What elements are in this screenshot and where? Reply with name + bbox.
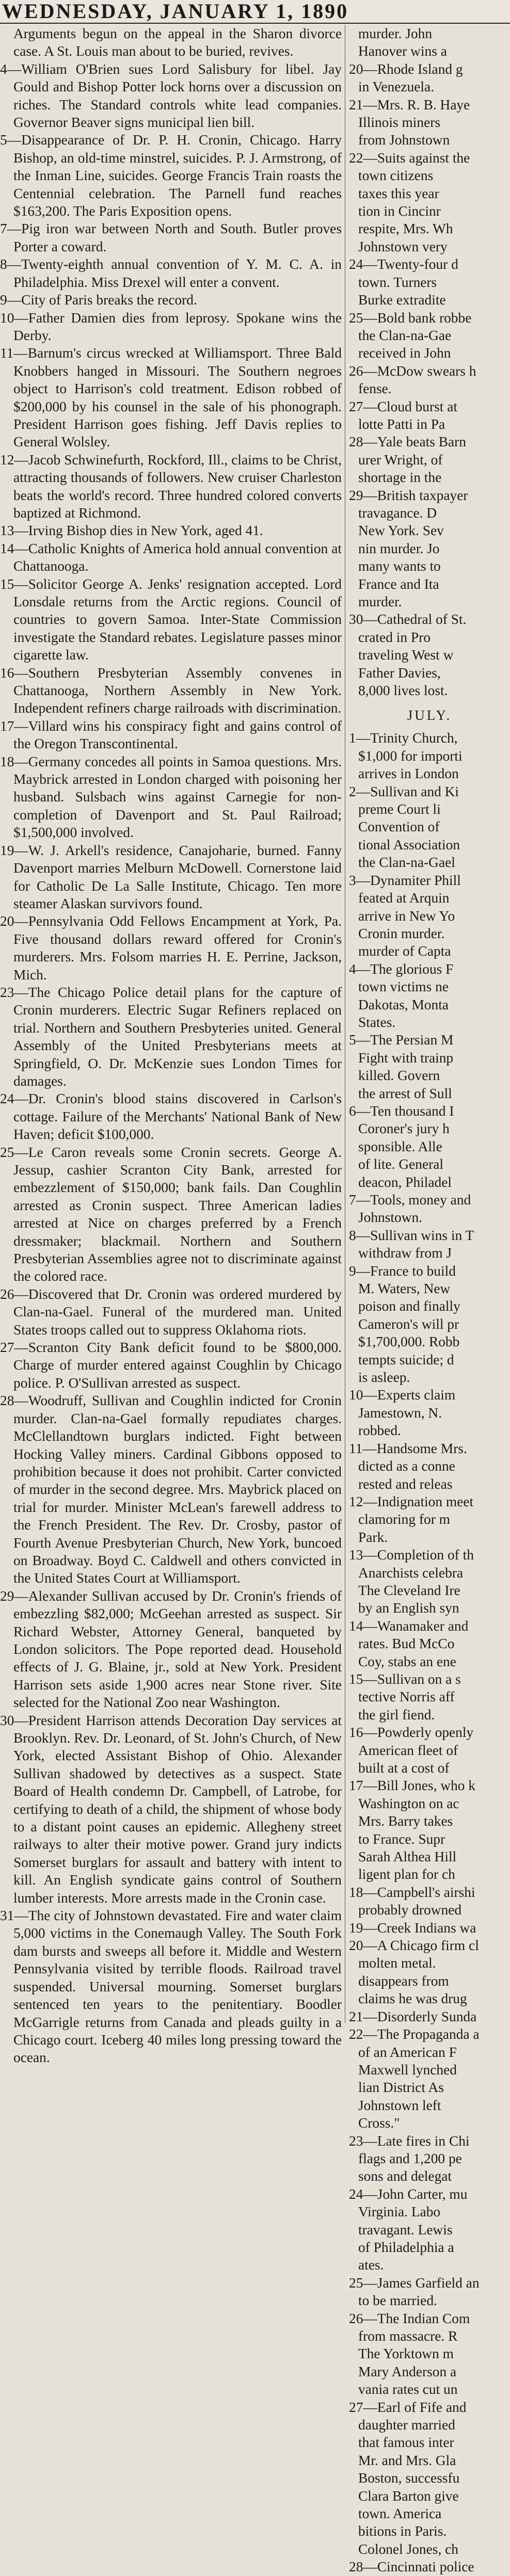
chronology-entry: 10—Experts claim bbox=[349, 1387, 456, 1403]
chronology-entry: Sarah Althea Hill bbox=[358, 1849, 457, 1865]
chronology-entry: Mr. and Mrs. Gla bbox=[358, 2452, 456, 2468]
chronology-entry: 14—Catholic Knights of America hold annual convention at Chattanooga. bbox=[0, 540, 342, 574]
chronology-entry: 9—France to build bbox=[349, 1263, 456, 1279]
chronology-entry: States. bbox=[358, 1014, 396, 1030]
chronology-entry: The Cleveland Ire bbox=[358, 1582, 460, 1598]
chronology-entry: Mrs. Barry takes bbox=[358, 1813, 453, 1829]
chronology-entry: 23—Late fires in Chi bbox=[349, 2133, 470, 2149]
chronology-entry: Johnstown very bbox=[358, 238, 448, 254]
chronology-entry: urer Wright, of bbox=[358, 452, 443, 468]
right-column-june-entries bbox=[349, 25, 510, 699]
chronology-entry: 20—Rhode Island g bbox=[349, 61, 463, 77]
chronology-entry: that famous inter bbox=[358, 2435, 454, 2451]
chronology-entry: dicted as a conne bbox=[358, 1458, 455, 1474]
chronology-entry: 1—Trinity Church, bbox=[349, 730, 458, 746]
chronology-entry: Cross." bbox=[358, 2115, 400, 2131]
chronology-entry: Fight with trainp bbox=[358, 1050, 454, 1066]
chronology-entry: 28—Cincinnati police bbox=[349, 2559, 474, 2575]
chronology-entry: Clara Barton give bbox=[358, 2488, 459, 2504]
chronology-entry: the Clan-na-Gae bbox=[358, 327, 452, 343]
chronology-entry: nin murder. Jo bbox=[358, 540, 440, 556]
chronology-entry: many wants to bbox=[358, 558, 441, 574]
chronology-entry: shortage in the bbox=[358, 470, 442, 486]
chronology-entry: town citizens bbox=[358, 168, 434, 184]
chronology-entry: 24—John Carter, mu bbox=[349, 2186, 468, 2202]
chronology-entry: of Philadelphia a bbox=[358, 2239, 454, 2255]
chronology-entry: Park. bbox=[358, 1529, 388, 1545]
chronology-entry: murder of Capta bbox=[358, 943, 451, 959]
chronology-entry: 20—Pennsylvania Odd Fellows Encampment at York, Pa. Five thousand dollars reward offered for Cronin's murderers. Mrs. Folsom marries H. E. Perrine, Jackson, Mich. bbox=[0, 913, 342, 983]
chronology-entry: Jamestown, N. bbox=[358, 1405, 442, 1421]
chronology-entry: 24—Twenty-four d bbox=[349, 256, 458, 272]
chronology-entry: tempts suicide; d bbox=[358, 1351, 454, 1367]
chronology-entry: travagant. Lewis bbox=[358, 2221, 453, 2237]
chronology-entry: 25—Le Caron reveals some Cronin secrets. George A. Jessup, cashier Scranton City Bank, arrested for embezzlement of $150,000; bank fails. Dan Coughlin arrested as Cronin suspect. Three American ladies arrested at Nice on charges preferred by a French dressmaker; blackmail. Northern and Southern Presbyterian Assemblies agree not to discriminate against the colored race. bbox=[0, 1144, 342, 1284]
chronology-entry: ligent plan for ch bbox=[358, 1866, 455, 1882]
chronology-entry: poison and finally bbox=[358, 1298, 460, 1314]
chronology-entry: clamoring for m bbox=[358, 1511, 450, 1527]
chronology-entry: ates. bbox=[358, 2257, 384, 2273]
chronology-entry: Cameron's will pr bbox=[358, 1316, 459, 1332]
chronology-entry: 13—Irving Bishop dies in New York, aged 41. bbox=[0, 523, 263, 539]
chronology-entry: Father Davies, bbox=[358, 665, 441, 681]
chronology-entry: M. Waters, New bbox=[358, 1281, 451, 1297]
chronology-entry: 7—Tools, money and bbox=[349, 1192, 471, 1208]
chronology-entry: 28—Woodruff, Sullivan and Coughlin indicted for Cronin murder. Clan-na-Gael formally repudiates charges. McClellandtown burglars indicted. Fight between Hocking Valley miners. Cardinal Gibbons opposed to prohibition because it does not prohibit. Carter convicted of murder in the second degree. Mrs. Maybrick placed on trial for murder. Minister McLean's farewell address to the French President. The Rev. Dr. Crosby, pastor of Fourth Avenue Presbyterian Church, New York, buncoed on Broadway. Boyd C. Caldwell and others convicted in the United States Court at Williamsport. bbox=[0, 1393, 342, 1586]
chronology-entry: tective Norris aff bbox=[358, 1689, 455, 1705]
chronology-entry: 12—Indignation meet bbox=[349, 1493, 474, 1509]
chronology-entry: 15—Sullivan on a s bbox=[349, 1671, 461, 1687]
chronology-entry: 7—Pig iron war between North and South. Butler proves Porter a coward. bbox=[0, 221, 342, 254]
chronology-entry: travagance. D bbox=[358, 505, 437, 521]
chronology-entry: by an English syn bbox=[358, 1600, 459, 1616]
chronology-entry: 6—Ten thousand I bbox=[349, 1103, 454, 1119]
chronology-entry: 4—William O'Brien sues Lord Salisbury for libel. Jay Gould and Bishop Potter lock horns over a discussion on riches. The Standard controls white lead companies. Governor Beaver signs municipal lien bill. bbox=[0, 61, 342, 131]
chronology-entry: 17—Villard wins his conspiracy fight and gains control of the Oregon Transcontinental. bbox=[0, 718, 342, 752]
chronology-entry: murder. bbox=[358, 594, 402, 609]
chronology-entry: preme Court li bbox=[358, 801, 441, 817]
chronology-entry: rested and releas bbox=[358, 1476, 453, 1492]
chronology-entry: from Johnstown bbox=[358, 132, 450, 148]
chronology-entry: 29—Alexander Sullivan accused by Dr. Cronin's friends of embezzling $82,000; McGeehan arrested as suspect. Sir Richard Webster, Attorney General, banqueted by London solicitors. The Pope reported dead. Household effects of J. G. Blaine, jr., sold at New York. President Harrison sets aside 1,900 acres near Stone river. Site selected for the National Zoo near Washington. bbox=[0, 1588, 342, 1711]
masthead-title: WEDNESDAY, JANUARY 1, 1890 bbox=[2, 0, 349, 23]
chronology-entry: of an American F bbox=[358, 2044, 457, 2060]
chronology-entry: 24—Dr. Cronin's blood stains discovered in Carlson's cottage. Failure of the Merchants' National Bank of New Haven; deficit $100,000. bbox=[0, 1091, 342, 1142]
chronology-entry: 10—Father Damien dies from leprosy. Spokane wins the Derby. bbox=[0, 310, 342, 343]
chronology-entry: tional Association bbox=[358, 836, 460, 852]
chronology-entry: 25—Bold bank robbe bbox=[349, 310, 472, 326]
chronology-entry: arrive in New Yo bbox=[358, 908, 455, 924]
chronology-entry: 16—Southern Presbyterian Assembly convenes in Chattanooga, Northern Assembly in New York. Independent refiners charge railroads with discrimination. bbox=[0, 665, 342, 716]
chronology-entry: 18—Germany concedes all points in Samoa questions. Mrs. Maybrick arrested in London charged with poisoning her husband. Sulsbach wins against Carnegie for non-completion of Davenport and St. Paul Railroad; $1,500,000 involved. bbox=[0, 753, 342, 841]
left-column bbox=[0, 25, 345, 2066]
chronology-entry: vania rates cut un bbox=[358, 2381, 458, 2397]
chronology-entry: Johnstown. bbox=[358, 1210, 423, 1226]
chronology-entry: town victims ne bbox=[358, 979, 449, 995]
chronology-entry: 5—The Persian M bbox=[349, 1032, 454, 1048]
chronology-entry: Hanover wins a bbox=[358, 43, 447, 59]
chronology-entry: is asleep. bbox=[358, 1370, 410, 1386]
chronology-entry: 16—Powderly openly bbox=[349, 1725, 474, 1741]
chronology-entry: 12—Jacob Schwinefurth, Rockford, Ill., claims to be Christ, attracting thousands of followers. New cruiser Charleston beats the world's record. Three hundred colored converts baptized at Richmond. bbox=[0, 452, 342, 521]
chronology-entry: 25—James Garfield an bbox=[349, 2275, 480, 2291]
chronology-entry: the arrest of Sull bbox=[358, 1085, 452, 1101]
right-column-july-entries bbox=[349, 729, 510, 2575]
chronology-entry: Cronin murder. bbox=[358, 925, 445, 941]
chronology-entry: 9—City of Paris breaks the record. bbox=[0, 292, 197, 308]
chronology-entry: 5—Disappearance of Dr. P. H. Cronin, Chicago. Harry Bishop, an old-time minstrel, suicides. P. J. Armstrong, of the Inman Line, suicides. George Francis Train roasts the Centennial celebration. The Parnell fund reaches $163,200. The Paris Exposition opens. bbox=[0, 132, 342, 219]
chronology-entry: 4—The glorious F bbox=[349, 961, 454, 977]
chronology-entry: 14—Wanamaker and bbox=[349, 1618, 469, 1634]
chronology-entry: in Venezuela. bbox=[358, 79, 435, 95]
chronology-entry: 27—Cloud burst at bbox=[349, 398, 457, 414]
chronology-entry: murder. John bbox=[358, 26, 433, 41]
chronology-entry: Johnstown left bbox=[358, 2097, 441, 2113]
chronology-entry: 19—W. J. Arkell's residence, Canajoharie, burned. Fanny Davenport marries Melburn McDowell. Cornerstone laid for Catholic De La Salle Institute, Chicago. Ten more steamer Alaskan survivors found. bbox=[0, 842, 342, 911]
chronology-entry: 8—Sullivan wins in T bbox=[349, 1227, 474, 1243]
chronology-entry: Convention of bbox=[358, 819, 440, 835]
chronology-entry: robbed. bbox=[358, 1423, 401, 1439]
chronology-entry: 15—Solicitor George A. Jenks' resignation accepted. Lord Lonsdale returns from the Arctic regions. Council of countries to govern Samoa. Inter-State Commission investigate the Standard rebates. Legislature passes minor cigarette law. bbox=[0, 576, 342, 663]
chronology-entry: 11—Barnum's circus wrecked at Williamsport. Three Bald Knobbers hanged in Missouri. The Southern negroes object to Harrison's cold treatment. Edison robbed of $200,000 by his counsel in the sale of his phonograph. President Harrison goes fishing. Jeff Davis replies to General Wolsley. bbox=[0, 345, 342, 450]
chronology-entry: flags and 1,200 pe bbox=[358, 2150, 462, 2166]
chronology-entry: traveling West w bbox=[358, 647, 454, 663]
chronology-entry: rates. Bud McCo bbox=[358, 1636, 455, 1652]
chronology-entry: 22—The Propaganda a bbox=[349, 2026, 480, 2042]
chronology-entry: crated in Pro bbox=[358, 629, 431, 645]
chronology-entry: 26—Discovered that Dr. Cronin was ordered murdered by Clan-na-Gael. Funeral of the murdered man. United States troops called out to suppress Oklahoma riots. bbox=[0, 1286, 342, 1338]
chronology-entry: Virginia. Labo bbox=[358, 2204, 441, 2220]
chronology-entry: New York. Sev bbox=[358, 523, 444, 539]
chronology-entry: $1,700,000. Robb bbox=[358, 1334, 460, 1350]
right-column bbox=[349, 25, 510, 2575]
chronology-entry: lian District As bbox=[358, 2080, 444, 2096]
chronology-entry: deacon, Philadel bbox=[358, 1174, 452, 1190]
chronology-entry: 19—Creek Indians wa bbox=[349, 1920, 476, 1936]
chronology-entry: built at a cost of bbox=[358, 1760, 450, 1776]
chronology-entry: molten metal. bbox=[358, 1955, 436, 1971]
chronology-entry: 8,000 lives lost. bbox=[358, 683, 448, 699]
chronology-entry: Mary Anderson a bbox=[358, 2363, 457, 2379]
chronology-entry: taxes this year bbox=[358, 185, 439, 201]
chronology-entry: Boston, successfu bbox=[358, 2470, 460, 2486]
chronology-entry: lotte Patti in Pa bbox=[358, 416, 445, 432]
chronology-entry: of lite. General bbox=[358, 1156, 444, 1172]
chronology-entry: Coy, stabs an ene bbox=[358, 1653, 456, 1669]
chronology-entry: $1,000 for importi bbox=[358, 748, 463, 764]
chronology-entry: 20—A Chicago firm cl bbox=[349, 1938, 479, 1954]
chronology-entry: Anarchists celebra bbox=[358, 1565, 464, 1581]
chronology-entry: 31—The city of Johnstown devastated. Fire and water claim 5,000 victims in the Conemaugh Valley. The South Fork dam bursts and sweeps all before it. Middle and Western Pennsylvania visited by terrible floods. Railroad travel suspended. Universal mourning. Somerset burglars sentenced ten years to the penitentiary. Boodler McGarrigle returns from Canada and pleads guilty in a Chicago court. Iceberg 40 miles long pressing toward the ocean. bbox=[0, 1908, 342, 2066]
chronology-entry: from massacre. R bbox=[358, 2328, 458, 2344]
chronology-entry: sponsible. Alle bbox=[358, 1138, 442, 1154]
chronology-entry: probably drowned bbox=[358, 1902, 462, 1918]
chronology-entry: 23—The Chicago Police detail plans for the capture of Cronin murderers. Electric Sugar Refiners replaced on trial. Northern and Southern Presbyteries united. General Assembly of the United Presbyterians meets at Springfield, O. Dr. McKenzie sues London Times for damages. bbox=[0, 984, 342, 1089]
chronology-entry: 17—Bill Jones, who k bbox=[349, 1778, 476, 1794]
chronology-entry: respite, Mrs. Wh bbox=[358, 221, 453, 237]
chronology-entry: 2—Sullivan and Ki bbox=[349, 783, 459, 799]
chronology-entry: 22—Suits against the bbox=[349, 150, 470, 166]
chronology-entry: town. America bbox=[358, 2506, 442, 2522]
chronology-entry: to France. Supr bbox=[358, 1831, 445, 1847]
chronology-entry: tion in Cincinr bbox=[358, 203, 441, 219]
chronology-entry: town. Turners bbox=[358, 274, 437, 290]
chronology-entry: Maxwell lynched bbox=[358, 2062, 457, 2078]
chronology-entry: daughter married bbox=[358, 2417, 455, 2433]
chronology-entry: 30—President Harrison attends Decoration Day services at Brooklyn. Rev. Dr. Leonard, of St. John's Church, of New York, elected Assistant Bishop of Ohio. Alexander Sullivan shadowed by detectives as a suspect. State Board of Health condemn Dr. Campbell, of Latrobe, for certifying to death of a child, the shipment of whose body to a distant point causes an epidemic. Allegheny street railways to alter their motive power. Grand jury indicts Somerset burglars for assault and battery with intent to kill. An English syndicate gains control of Southern lumber interests. More arrests made in the Cronin case. bbox=[0, 1712, 342, 1906]
chronology-entry: 11—Handsome Mrs. bbox=[349, 1440, 467, 1456]
chronology-entry: France and Ita bbox=[358, 576, 439, 592]
chronology-entry: 30—Cathedral of St. bbox=[349, 611, 467, 627]
chronology-entry: received in John bbox=[358, 345, 451, 361]
chronology-entry: Burke extradite bbox=[358, 292, 446, 308]
chronology-entry: 21—Mrs. R. B. Haye bbox=[349, 96, 470, 112]
chronology-entry: killed. Govern bbox=[358, 1068, 440, 1084]
masthead bbox=[0, 0, 510, 24]
chronology-entry: fense. bbox=[358, 381, 392, 397]
chronology-entry: 3—Dynamiter Phill bbox=[349, 872, 461, 888]
chronology-entry: sons and delegat bbox=[358, 2168, 452, 2184]
chronology-entry: 28—Yale beats Barn bbox=[349, 434, 466, 450]
chronology-entry: Arguments begun on the appeal in the Sharon divorce case. A St. Louis man about to be buried, revives. bbox=[13, 26, 342, 59]
chronology-entry: 26—The Indian Com bbox=[349, 2310, 470, 2326]
chronology-entry: disappears from bbox=[358, 1973, 449, 1989]
chronology-entry: the Clan-na-Gael bbox=[358, 855, 455, 871]
chronology-entry: 21—Disorderly Sunda bbox=[349, 2008, 477, 2024]
chronology-entry: bitions in Paris. bbox=[358, 2523, 447, 2539]
chronology-entry: 26—McDow swears h bbox=[349, 363, 476, 379]
month-heading: JULY. bbox=[407, 707, 452, 723]
chronology-entry: the girl fiend. bbox=[358, 1706, 435, 1722]
chronology-entry: Washington on ac bbox=[358, 1795, 459, 1811]
chronology-entry: Illinois miners bbox=[358, 115, 441, 131]
chronology-entry: Colonel Jones, ch bbox=[358, 2541, 458, 2557]
chronology-entry: 8—Twenty-eighth annual convention of Y. M. C. A. in Philadelphia. Miss Drexel will enter a convent. bbox=[0, 256, 342, 290]
chronology-entry: to be married. bbox=[358, 2293, 437, 2309]
chronology-entry: 13—Completion of th bbox=[349, 1547, 474, 1563]
chronology-entry: 27—Earl of Fife and bbox=[349, 2399, 467, 2415]
chronology-entry: Dakotas, Monta bbox=[358, 996, 449, 1012]
chronology-entry: withdraw from J bbox=[358, 1245, 452, 1261]
chronology-entry: arrives in London bbox=[358, 766, 459, 782]
chronology-entry: The Yorktown m bbox=[358, 2346, 454, 2362]
chronology-entry: American fleet of bbox=[358, 1742, 458, 1758]
chronology-entry: 27—Scranton City Bank deficit found to be $800,000. Charge of murder entered against Coughlin by Chicago police. P. O'Sullivan arrested as suspect. bbox=[0, 1340, 342, 1391]
chronology-entry: 29—British taxpayer bbox=[349, 487, 468, 503]
chronology-entry: 18—Campbell's airshi bbox=[349, 1884, 475, 1900]
chronology-entry: claims he was drug bbox=[358, 1991, 467, 2007]
chronology-entry: Coroner's jury h bbox=[358, 1121, 450, 1137]
chronology-entry: feated at Arquin bbox=[358, 890, 450, 906]
